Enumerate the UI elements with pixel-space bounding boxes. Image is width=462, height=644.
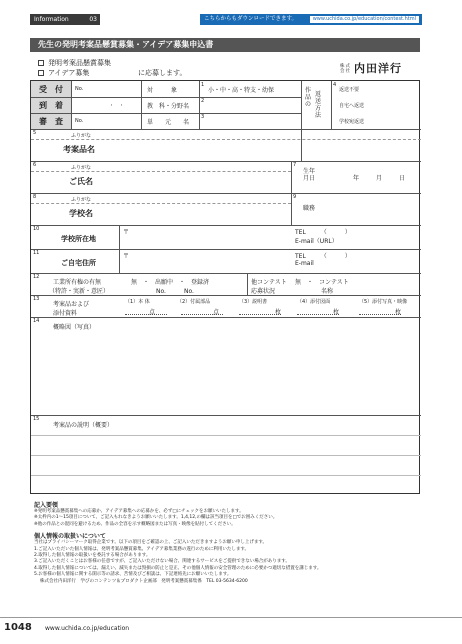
work-label: 作品の <box>305 87 312 108</box>
page-number: 1048 <box>4 622 32 633</box>
zip-mark: 〒 <box>123 253 130 260</box>
contact-line: 株式会社内田洋行 学びのコンテンツ＆プロダクト企画部 発明考案懸賞募集係 TEL 03-5634-6200 <box>40 578 248 584</box>
patent-sub-label: （特許・実新・意匠） <box>49 288 110 295</box>
contest-sub-label: 応募状況 <box>251 288 276 295</box>
privacy-line: 3.ご記入いただくことはお客様の任意ですが、ご記入いただけない場合、関連するサービスをご提供できない場合があります。 <box>34 559 290 565</box>
form-title: 先生の発明考案品懸賞募集・アイデア募集申込書 <box>30 38 420 52</box>
email-url-label: E-mail（URL） <box>295 238 338 245</box>
return-none[interactable]: 返送不要 <box>339 87 360 93</box>
tel-label: TEL （ ） <box>295 229 351 236</box>
furigana-label: ふりがな <box>71 197 92 203</box>
reception-label: 受 付 <box>39 85 63 94</box>
no-label: No. <box>75 118 84 124</box>
row-num: 6 <box>33 162 37 168</box>
sketch-label: 概略図（写真） <box>53 324 96 331</box>
row-num: 13 <box>33 296 40 302</box>
attachment-sub-label: 添付資料 <box>53 310 78 317</box>
zip-mark: 〒 <box>123 229 130 236</box>
patent-number-label: No. No. <box>156 288 194 295</box>
day-label: 日 <box>399 175 406 182</box>
privacy-line: 1.ご記入いただいた個人情報は、発明考案品懸賞募集、アイデア募集業務の遂行のために利用いたします。 <box>34 546 250 552</box>
notes-title: 記入要領 <box>34 502 59 509</box>
return-school[interactable]: 学校宛返送 <box>339 119 365 125</box>
option-invention[interactable]: 発明考案品懸賞募集 <box>38 58 111 68</box>
email-label: E-mail <box>295 260 314 267</box>
privacy-line: 2.取得した個人情報の取扱いを委託する場合があります。 <box>34 553 151 559</box>
download-banner: こちらからもダウンロードできます。 www.uchida.co.jp/education/contest.html <box>200 14 422 25</box>
checkbox[interactable] <box>38 70 44 76</box>
tel-label: TEL （ ） <box>295 253 351 260</box>
attach-photos: （5）添付写真・映像 <box>359 299 408 305</box>
return-home[interactable]: 自宅へ返送 <box>339 103 365 109</box>
school-address-label: 学校所在地 <box>61 235 96 243</box>
attach-parts: （2）付属部品 <box>177 299 211 305</box>
patent-label: 工業所有権の有無 <box>53 279 102 286</box>
attach-body: （1）本 体 <box>125 299 150 305</box>
date-dots: ・ ・ <box>109 103 125 109</box>
row-num: 9 <box>293 194 297 200</box>
no-label: No. <box>75 86 84 92</box>
contest-options[interactable]: 無 ・ コンテスト <box>295 279 349 286</box>
furigana-label: ふりがな <box>71 165 92 171</box>
row-num: 2 <box>201 98 205 104</box>
section-label: Information 03 <box>30 14 100 25</box>
privacy-line: 当社はプライバシーマーク取得企業です。以下の項目をご確認の上、ご記入いただきますようお願い申し上げます。 <box>34 540 268 546</box>
apply-text: に応募します。 <box>138 69 187 77</box>
uchida-logo: 株式会社 内田洋行 <box>340 62 402 75</box>
checkbox[interactable] <box>38 60 44 66</box>
unit-label: 枚 <box>275 309 282 316</box>
option-idea[interactable]: アイデア募集 <box>38 68 89 78</box>
note-line: ※太枠内の1〜15項目について、ご記入もれなきようお願いいたします。1,4,12,の欄は該当項目を□でお囲みください。 <box>34 515 278 521</box>
target-options[interactable]: 小・中・高・特支・幼保 <box>208 87 275 94</box>
row-num: 1 <box>201 82 205 88</box>
row-num: 14 <box>33 318 40 324</box>
furigana-label: ふりがな <box>71 133 92 139</box>
unit-label: 枚 <box>395 309 402 316</box>
unit-label: 点 <box>213 309 220 316</box>
attachment-label: 考案品および <box>53 301 90 308</box>
arrival-label: 到 着 <box>39 101 63 110</box>
row-num: 4 <box>333 82 337 88</box>
school-label: 学校名 <box>69 209 93 218</box>
description-label: 考案品の説明（概要） <box>53 422 114 429</box>
contest-name-label: 名称 <box>321 288 334 295</box>
unit-label: 単 元 名 <box>147 119 190 126</box>
row-num: 10 <box>33 226 40 232</box>
application-form <box>30 80 420 494</box>
attach-drawings: （4）添付図面 <box>297 299 331 305</box>
notes-section <box>34 500 434 585</box>
position-label: 職務 <box>303 205 316 212</box>
home-address-label: ご自宅住所 <box>61 259 96 267</box>
contest-label: 他コンテスト <box>251 279 287 286</box>
row-num: 7 <box>293 162 297 168</box>
row-num: 15 <box>33 416 40 422</box>
review-label: 審 査 <box>39 117 63 126</box>
row-num: 11 <box>33 250 40 256</box>
invention-name-label: 考案品名 <box>63 145 95 154</box>
attach-manual: （3）説明書 <box>239 299 268 305</box>
download-link[interactable]: www.uchida.co.jp/education/contest.html <box>310 16 419 23</box>
patent-options[interactable]: 無 ・ 出願中 ・ 登録済 <box>131 279 210 286</box>
row-num: 5 <box>33 130 37 136</box>
return-method-label: 返送方法 <box>315 91 322 119</box>
year-label: 年 <box>353 175 360 182</box>
birthdate-label: 生年月日 <box>303 168 316 182</box>
target-label: 対 象 <box>147 87 178 94</box>
privacy-line: 5.お客様の個人情報に関する開示等の請求、苦情及びご相談は、下記連絡先にお願いいたします。 <box>34 572 232 578</box>
unit-label: 枚 <box>333 309 340 316</box>
row-num: 12 <box>33 274 40 280</box>
note-line: ※他の作品との混同を避けるため、作品の全容を示す概略図または写真・映像を貼付してください。 <box>34 521 236 527</box>
footer-url[interactable]: www.uchida.co.jp/education <box>45 625 130 632</box>
note-line: ※発明考案品懸賞募集への応募か、アイデア募集への応募かを、必ず□にチェックをお願いいたします。 <box>34 509 244 514</box>
privacy-title: 個人情報の取扱いについて <box>34 533 106 541</box>
row-num: 3 <box>201 114 205 120</box>
subject-label: 教 科・分野名 <box>147 103 190 110</box>
unit-label: 点 <box>149 309 156 316</box>
privacy-line: 4.取得した個人情報については、漏えい、滅失または毀損の防止と是正、その他個人情報の安全管理のために必要かつ適切な措置を講じます。 <box>34 565 322 571</box>
name-label: ご氏名 <box>69 177 93 186</box>
month-label: 月 <box>376 175 383 182</box>
row-num: 8 <box>33 194 37 200</box>
